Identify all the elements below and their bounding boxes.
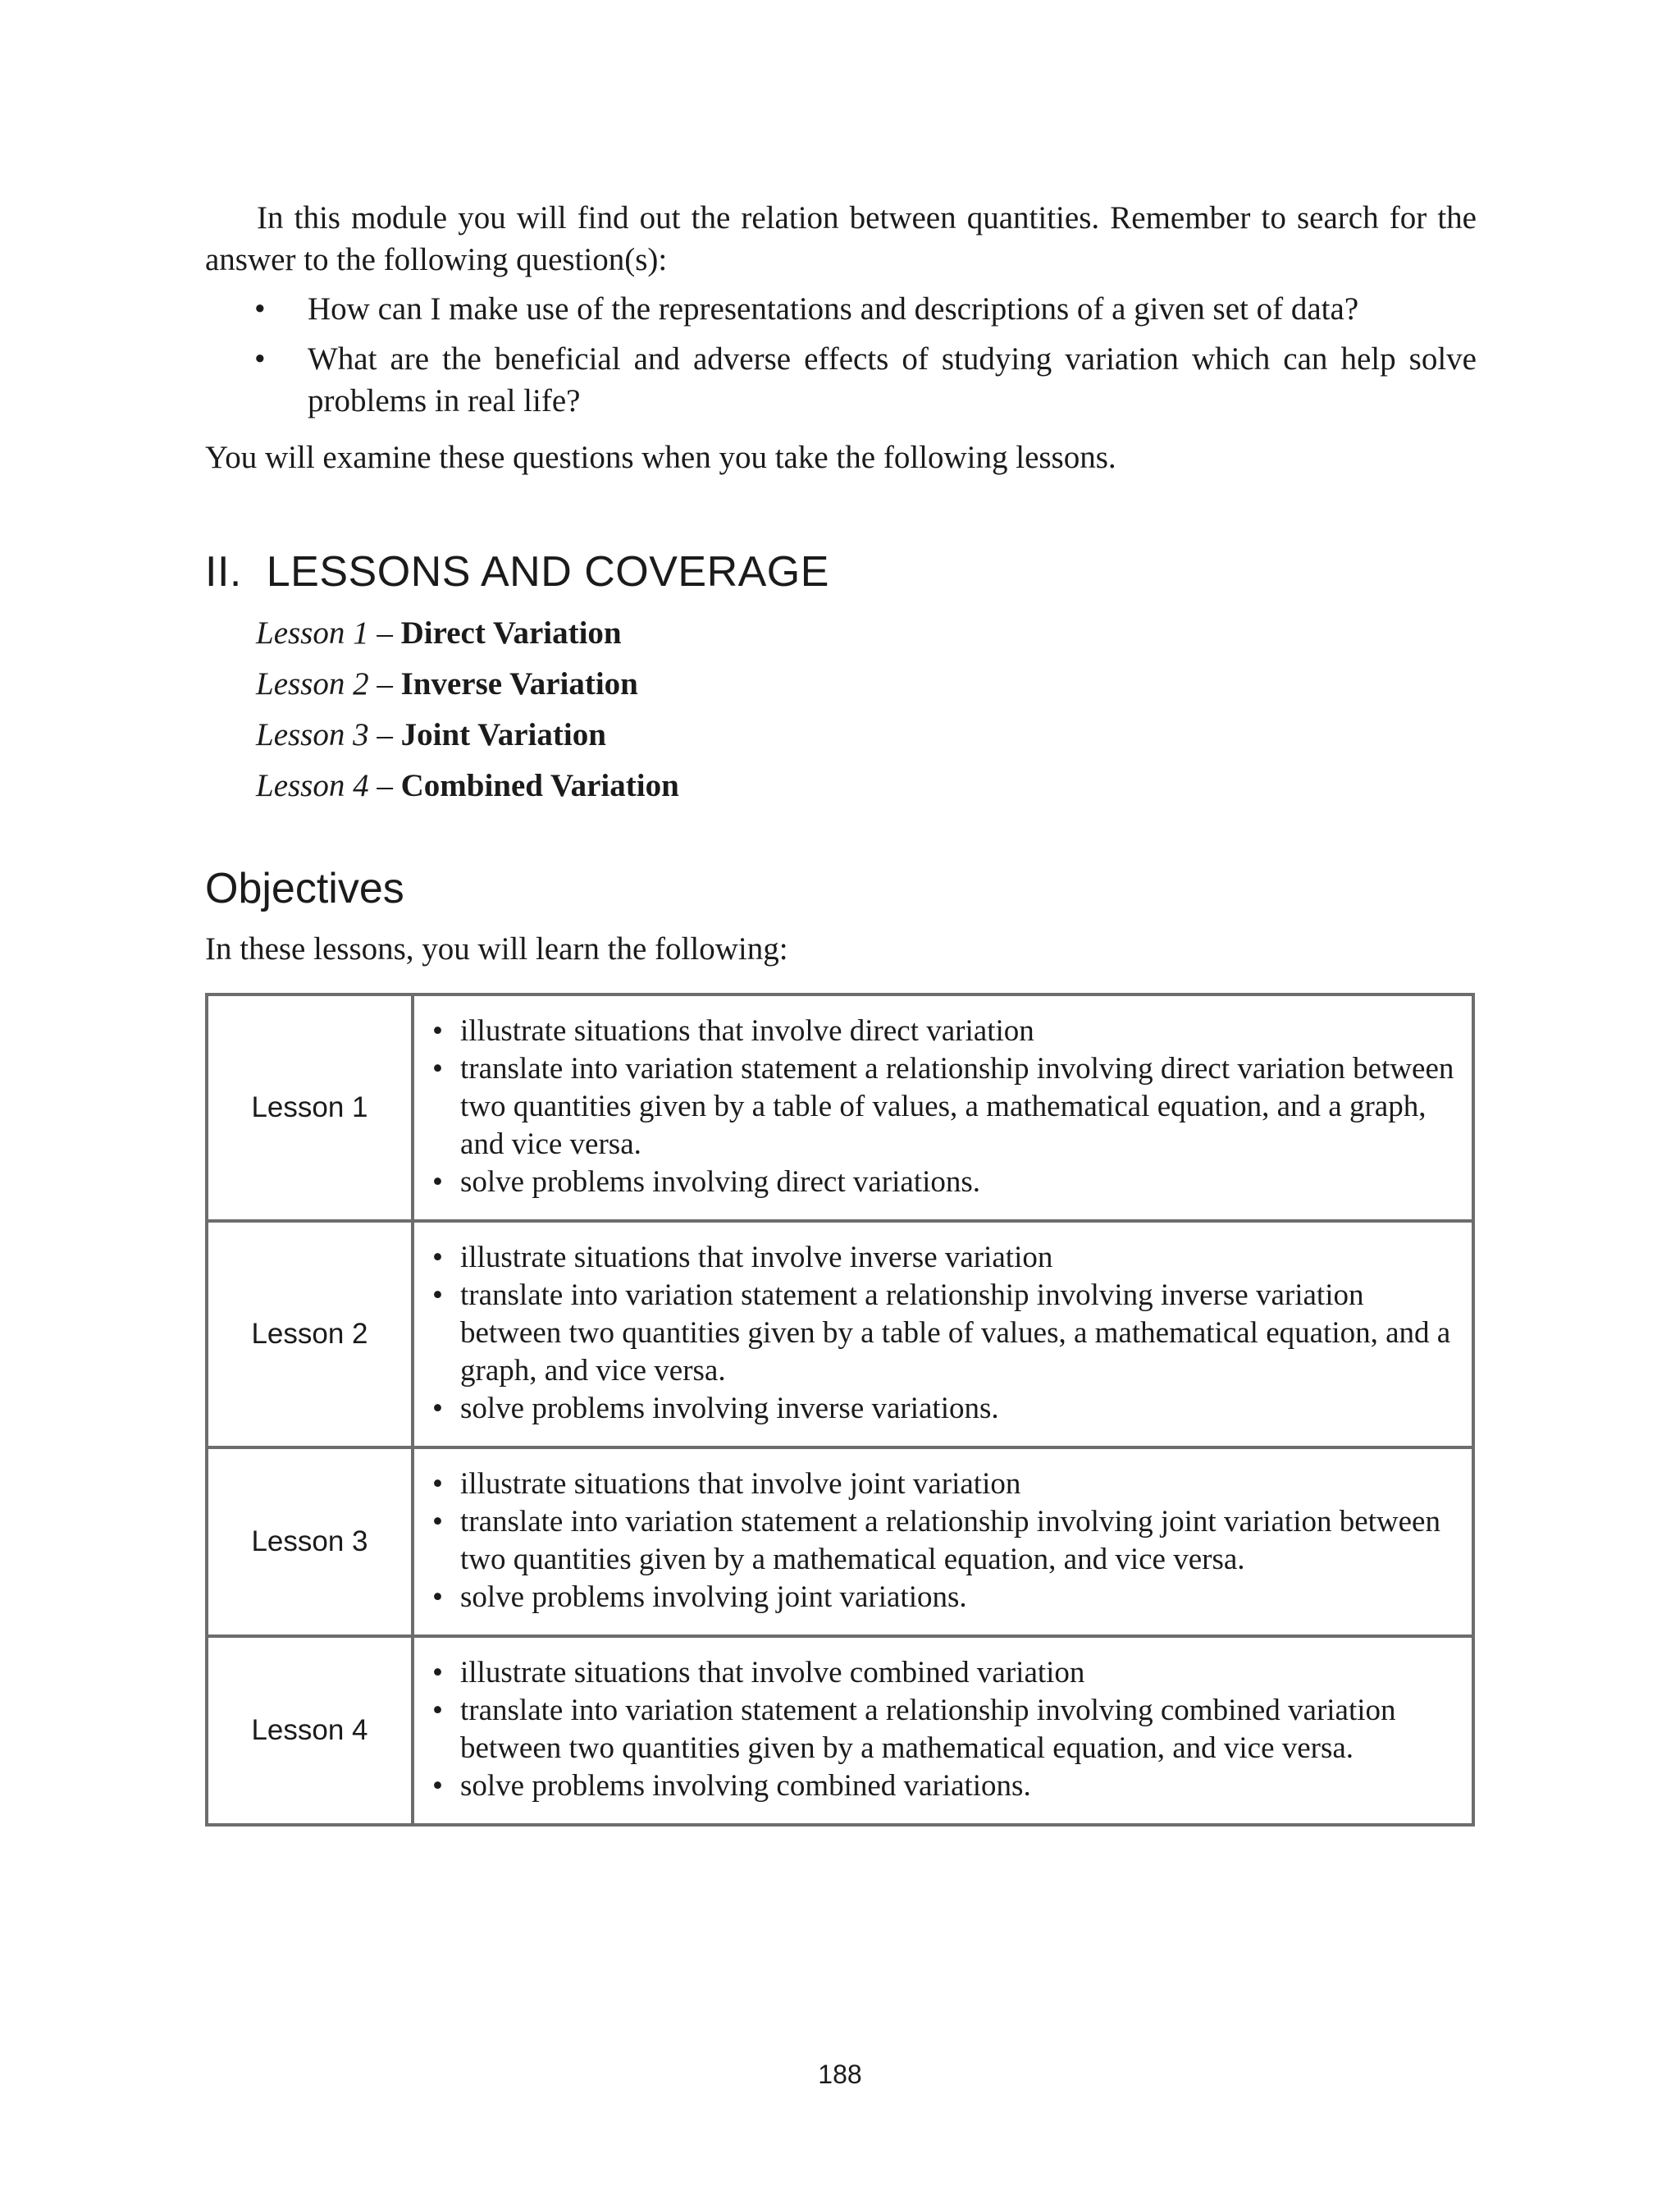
objectives-heading: Objectives	[205, 865, 404, 912]
lesson-cell: Lesson 1	[207, 994, 413, 1221]
lesson-title: Combined Variation	[400, 768, 679, 803]
objectives-intro: In these lessons, you will learn the following:	[205, 931, 788, 967]
lesson-number: Lesson 2 –	[256, 666, 401, 702]
objective-text: translate into variation statement a relationship involving direct variation between two quantities given by a table of values, a mathematical equation, and a graph, and vice versa.	[460, 1052, 1454, 1161]
objective-text: illustrate situations that involve combined variation	[460, 1656, 1085, 1689]
objective-text: translate into variation statement a relationship involving joint variation between two quantities given by a mathematical equation, and vice versa.	[460, 1505, 1440, 1576]
lesson-number: Lesson 1 –	[256, 615, 401, 651]
table-row	[207, 994, 1473, 1221]
bullet-icon: •	[254, 341, 266, 377]
bullet-icon: •	[432, 1052, 443, 1086]
lesson-number: Lesson 4 –	[256, 768, 401, 803]
objective-list	[431, 1654, 1455, 1805]
lesson-title: Inverse Variation	[400, 666, 638, 702]
list-item	[431, 1767, 1455, 1805]
list-item	[431, 1277, 1455, 1390]
list-item	[431, 1239, 1455, 1277]
list-item	[431, 1579, 1455, 1616]
list-item	[431, 1164, 1455, 1201]
lesson-item	[256, 761, 1477, 812]
list-item	[431, 1692, 1455, 1767]
lesson-cell: Lesson 2	[207, 1221, 413, 1447]
list-item	[431, 1503, 1455, 1579]
bullet-icon: •	[432, 1656, 443, 1689]
objective-text: solve problems involving direct variations.	[460, 1165, 981, 1199]
objective-cell	[413, 1447, 1473, 1636]
objectives-table	[205, 993, 1475, 1827]
lesson-title: Direct Variation	[400, 615, 622, 651]
lesson-item	[256, 608, 1477, 659]
objective-list	[431, 1465, 1455, 1616]
list-item	[431, 1390, 1455, 1428]
list-item	[431, 1654, 1455, 1692]
lesson-cell: Lesson 3	[207, 1447, 413, 1636]
bullet-icon: •	[432, 1241, 443, 1274]
lesson-item	[256, 659, 1477, 710]
table-row	[207, 1221, 1473, 1447]
list-item	[205, 288, 1477, 330]
bullet-icon: •	[432, 1505, 443, 1538]
bullet-icon: •	[432, 1769, 443, 1803]
objective-text: illustrate situations that involve joint variation	[460, 1467, 1021, 1501]
bullet-icon: •	[432, 1278, 443, 1312]
list-item	[431, 1050, 1455, 1164]
examine-paragraph: You will examine these questions when you take the following lessons.	[205, 440, 1116, 475]
bullet-icon: •	[432, 1694, 443, 1727]
lesson-item	[256, 710, 1477, 761]
section-heading: II. LESSONS AND COVERAGE	[205, 548, 829, 596]
page-number: 188	[818, 2060, 862, 2089]
objective-text: illustrate situations that involve direct variation	[460, 1014, 1034, 1048]
objective-text: solve problems involving joint variations.	[460, 1580, 967, 1614]
list-item	[205, 338, 1477, 422]
bullet-icon: •	[432, 1014, 443, 1048]
page-content	[205, 197, 1477, 1827]
lesson-list	[256, 608, 1477, 812]
table-row	[207, 1636, 1473, 1825]
question-text: How can I make use of the representations and descriptions of a given set of data?	[308, 291, 1359, 327]
objective-text: solve problems involving combined variations.	[460, 1769, 1031, 1803]
list-item	[431, 1465, 1455, 1503]
objective-list	[431, 1013, 1455, 1201]
objective-cell	[413, 1636, 1473, 1825]
objective-list	[431, 1239, 1455, 1428]
lesson-number: Lesson 3 –	[256, 717, 401, 752]
objective-cell	[413, 994, 1473, 1221]
bullet-icon: •	[432, 1580, 443, 1614]
objective-text: translate into variation statement a relationship involving inverse variation between two quantities given by a table of values, a mathematical equation, and a graph, and vice versa.	[460, 1278, 1451, 1388]
table-row	[207, 1447, 1473, 1636]
bullet-icon: •	[254, 291, 266, 327]
objective-text: translate into variation statement a relationship involving combined variation between two quantities given by a mathematical equation, and vice versa.	[460, 1694, 1396, 1765]
question-text: What are the beneficial and adverse effects of studying variation which can help solve problems in real life?	[308, 341, 1477, 418]
objective-text: solve problems involving inverse variations.	[460, 1392, 999, 1425]
bullet-icon: •	[432, 1467, 443, 1501]
list-item	[431, 1013, 1455, 1050]
objective-text: illustrate situations that involve inverse variation	[460, 1241, 1053, 1274]
bullet-icon: •	[432, 1392, 443, 1425]
lesson-cell: Lesson 4	[207, 1636, 413, 1825]
bullet-icon: •	[432, 1165, 443, 1199]
intro-paragraph: In this module you will find out the relation between quantities. Remember to search for the answer to the following question(s):	[205, 200, 1477, 277]
question-list	[205, 288, 1477, 422]
objective-cell	[413, 1221, 1473, 1447]
lesson-title: Joint Variation	[400, 717, 606, 752]
